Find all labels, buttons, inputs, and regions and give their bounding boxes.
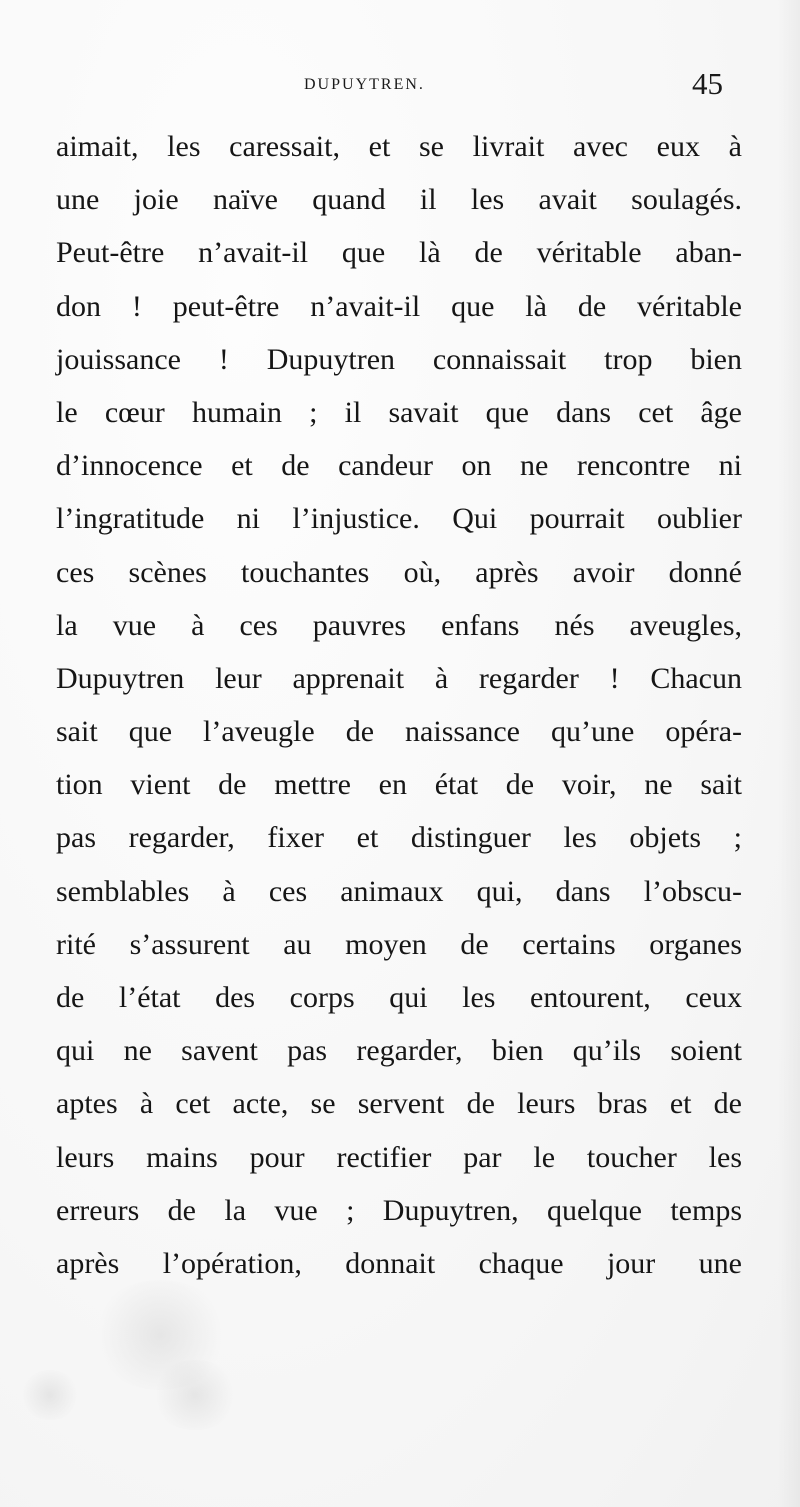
text-line: le cœur humain ; il savait que dans cet âge [56,395,742,429]
text-line: la vue à ces pauvres enfans nés aveugles, [56,608,742,642]
text-line: don ! peut-être n’avait-il que là de véritable [56,289,742,323]
running-head [0,66,800,104]
text-line: rité s’assurent au moyen de certains organes [56,927,742,961]
text-line: de l’état des corps qui les entourent, ceux [56,981,742,1014]
text-line: Dupuytren leur apprenait à regarder ! Chacun [56,661,742,695]
text-line: d’innocence et de candeur on ne rencontre ni [56,449,742,483]
body-text [56,120,742,1290]
page-number: 45 [692,66,723,101]
text-line: leurs mains pour rectifier par le toucher les [56,1140,742,1174]
text-line: pas regarder, fixer et distinguer les objets ; [56,821,742,855]
text-line: ces scènes touchantes où, après avoir donné [56,555,742,589]
running-title: DUPUYTREN. [304,76,425,93]
text-line: aptes à cet acte, se servent de leurs bras et de [56,1087,742,1121]
paper-stain [150,1360,240,1430]
text-line: aimait, les caressait, et se livrait avec eux à [56,130,742,163]
text-line: semblables à ces animaux qui, dans l’obscu- [56,874,742,908]
text-line: qui ne savent pas regarder, bien qu’ils soient [56,1034,742,1068]
text-line: une joie naïve quand il les avait soulagés. [56,183,742,217]
text-line: Peut-être n’avait-il que là de véritable aban- [56,236,742,270]
text-line: jouissance ! Dupuytren connaissait trop bien [56,342,742,376]
text-line: sait que l’aveugle de naissance qu’une opéra- [56,715,742,749]
text-line: tion vient de mettre en état de voir, ne sait [56,768,742,802]
page-edge-shadow [778,0,800,1507]
paper-stain [20,1370,80,1420]
text-line: erreurs de la vue ; Dupuytren, quelque temps [56,1193,742,1227]
text-line: après l’opération, donnait chaque jour une [56,1246,742,1280]
text-line: l’ingratitude ni l’injustice. Qui pourrait oublier [56,502,742,536]
